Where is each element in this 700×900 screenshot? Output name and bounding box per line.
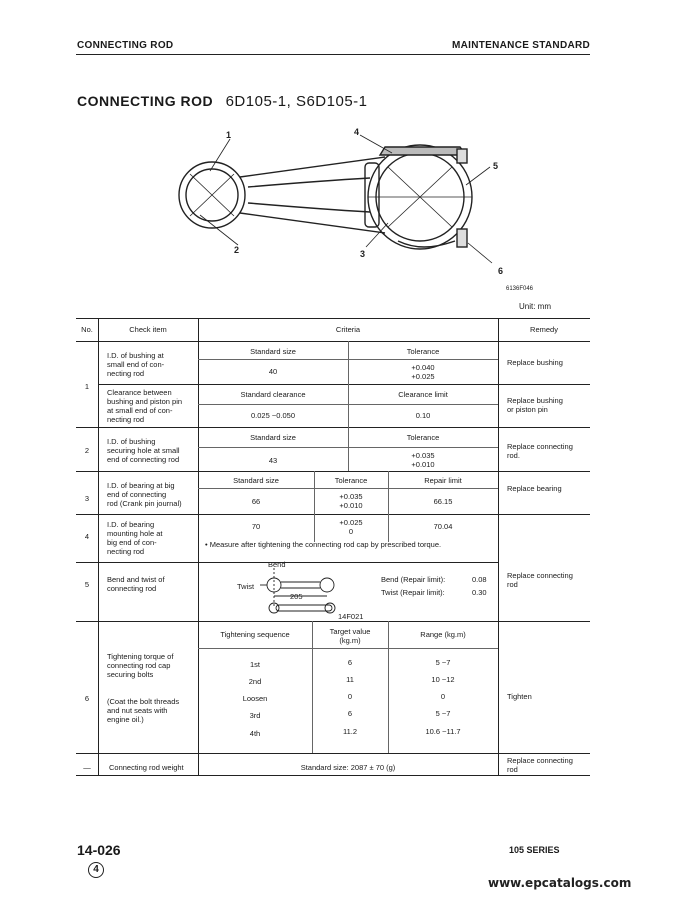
watermark: www.epcatalogs.com xyxy=(488,876,632,890)
row4-no: 4 xyxy=(84,532,90,541)
dim-205: 205 xyxy=(290,592,303,601)
row2-item: I.D. of bushing securing hole at small end of connecting rod xyxy=(107,437,180,464)
row5-no: 5 xyxy=(84,580,90,589)
bend-limit-text: Bend (Repair limit): xyxy=(381,575,446,584)
row4-note: • Measure after tightening the connecting rod cap by prescribed torque. xyxy=(205,540,442,549)
row3-no: 3 xyxy=(84,494,90,503)
unit-label: Unit: mm xyxy=(519,302,551,311)
seq-1: 1st xyxy=(249,660,260,669)
row1a-h2: Tolerance xyxy=(406,347,440,356)
row3-remedy: Replace bearing xyxy=(507,484,562,493)
connecting-rod-illustration xyxy=(170,125,530,300)
row3-v1: 66 xyxy=(251,497,261,506)
row7-criteria: Standard size: 2087 ± 70 (g) xyxy=(300,763,396,772)
row1b-item: Clearance between bushing and piston pin at small end of con- necting rod xyxy=(107,388,183,424)
twist-label: Twist xyxy=(237,582,255,591)
row1a-v1: 40 xyxy=(268,367,278,376)
twist-limit-text: Twist (Repair limit): xyxy=(381,588,445,597)
header-left: CONNECTING ROD xyxy=(77,40,174,51)
row7-no: — xyxy=(83,763,91,772)
seq-5: 4th xyxy=(249,729,261,738)
row1b-v2: 0.10 xyxy=(415,411,431,420)
row4-v3: 70.04 xyxy=(433,522,453,531)
row2-remedy: Replace connecting rod. xyxy=(507,442,573,460)
callout-6: 6 xyxy=(498,266,504,276)
page-title xyxy=(77,93,368,111)
col-header-remedy: Remedy xyxy=(530,325,558,334)
row5-item: Bend and twist of connecting rod xyxy=(107,575,165,593)
range-1: 5 ~7 xyxy=(435,658,451,667)
row1a-remedy: Replace bushing xyxy=(507,358,563,367)
target-3: 0 xyxy=(347,692,353,701)
revision-mark: 4 xyxy=(88,862,104,878)
callout-4: 4 xyxy=(354,127,360,137)
header-right: MAINTENANCE STANDARD xyxy=(452,40,591,51)
row2-h1: Standard size xyxy=(250,433,296,442)
target-5: 11.2 xyxy=(342,727,358,736)
row4-v2: +0.025 0 xyxy=(339,518,363,536)
col-header-check-item: Check item xyxy=(129,325,167,334)
row2-no: 2 xyxy=(84,446,90,455)
row3-h3: Repair limit xyxy=(424,476,462,485)
range-4: 5 ~7 xyxy=(435,709,451,718)
row2-v2: +0.035 +0.010 xyxy=(411,451,435,469)
seq-2: 2nd xyxy=(248,677,262,686)
row3-v2: +0.035 +0.010 xyxy=(339,492,363,510)
figure-id: 6136F046 xyxy=(506,286,534,292)
row1a-h1: Standard size xyxy=(250,347,296,356)
row6-h3: Range (kg.m) xyxy=(420,630,466,639)
row3-item: I.D. of bearing at big end of connecting rod (Crank pin journal) xyxy=(107,481,182,508)
bend-fig-id: 14F021 xyxy=(338,612,364,620)
row3-h1: Standard size xyxy=(233,476,279,485)
page-number: 14-026 xyxy=(77,842,121,858)
row4-item: I.D. of bearing mounting hole at big end of con- necting rod xyxy=(107,520,163,556)
row1a-item: I.D. of bushing at small end of con- necting rod xyxy=(107,351,165,378)
row7-item: Connecting rod weight xyxy=(109,763,184,772)
range-5: 10.6 ~11.7 xyxy=(425,727,461,736)
row6-h1: Tightening sequence xyxy=(220,630,290,639)
seq-3: Loosen xyxy=(242,694,268,703)
row1-no: 1 xyxy=(84,382,90,391)
row1a-v2: +0.040 +0.025 xyxy=(411,363,435,381)
seq-4: 3rd xyxy=(249,711,261,720)
col-header-no: No. xyxy=(81,325,93,334)
range-2: 10 ~12 xyxy=(431,675,455,684)
row1b-remedy: Replace bushing or piston pin xyxy=(507,396,563,414)
target-1: 6 xyxy=(347,658,353,667)
twist-limit-value: 0.30 xyxy=(472,588,487,597)
header-rule xyxy=(76,54,590,55)
row2-h2: Tolerance xyxy=(406,433,440,442)
row6-no: 6 xyxy=(84,694,90,703)
title-models: 6D105-1, S6D105-1 xyxy=(225,93,368,110)
row6-remedy: Tighten xyxy=(507,692,532,701)
row6-item: Tightening torque of connecting rod cap securing bolts (Coat the bolt threads and nut seats with engine oil.) xyxy=(107,652,180,724)
col-header-criteria: Criteria xyxy=(335,325,361,334)
bend-limit-value: 0.08 xyxy=(472,575,487,584)
callout-5: 5 xyxy=(493,161,499,171)
row1b-h1: Standard clearance xyxy=(240,390,306,399)
series-label: 105 SERIES xyxy=(509,845,560,855)
row3-h2: Tolerance xyxy=(334,476,368,485)
bend-twist-diagram xyxy=(232,560,382,620)
title-main: CONNECTING ROD xyxy=(77,93,214,109)
row1b-v1: 0.025 ~0.050 xyxy=(250,411,295,420)
row6-h2: Target value (kg.m) xyxy=(329,627,371,645)
target-4: 6 xyxy=(347,709,353,718)
range-3: 0 xyxy=(440,692,446,701)
row45-remedy: Replace connecting rod xyxy=(507,571,573,589)
row2-v1: 43 xyxy=(268,456,278,465)
row7-remedy: Replace connecting rod xyxy=(507,756,573,774)
callout-2: 2 xyxy=(234,245,240,255)
target-2: 11 xyxy=(346,675,354,684)
row1b-h2: Clearance limit xyxy=(398,390,448,399)
callout-3: 3 xyxy=(360,249,366,259)
callout-1: 1 xyxy=(226,130,232,140)
row3-v3: 66.15 xyxy=(433,497,453,506)
row4-v1: 70 xyxy=(251,522,261,531)
bend-label: Bend xyxy=(268,560,286,569)
